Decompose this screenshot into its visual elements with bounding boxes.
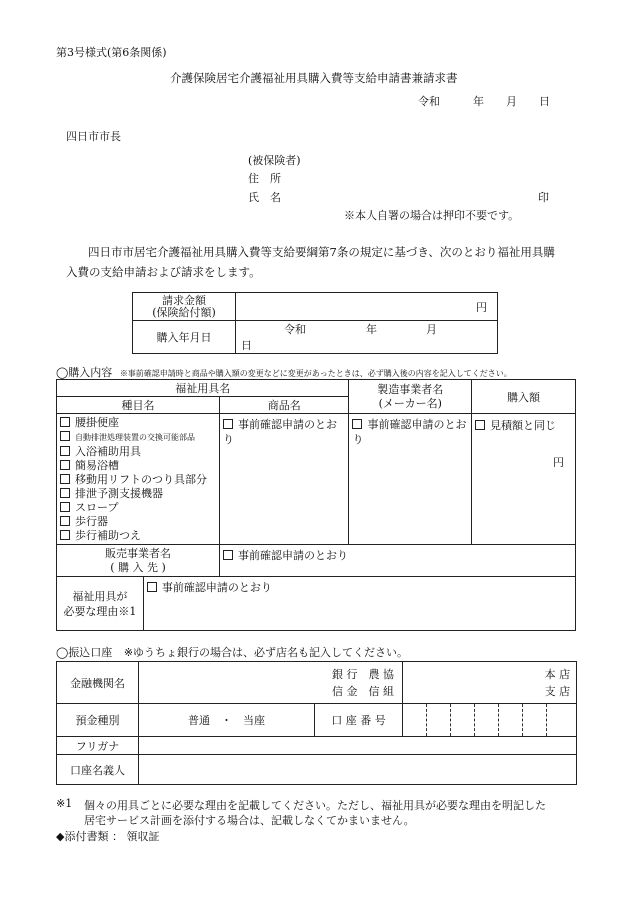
footnote-text: 個々の用具ごとに必要な理由を記載してください。ただし、福祉用具が必要な理由を明記した (84, 799, 546, 812)
checkbox[interactable] (60, 474, 70, 484)
account-type-label: 預金種別 (57, 704, 139, 737)
reason-option[interactable]: 事前確認申請のとおり (143, 577, 575, 631)
checkbox[interactable] (60, 446, 70, 456)
account-holder-field[interactable] (139, 755, 577, 785)
account-digit[interactable] (451, 704, 475, 737)
checkbox[interactable] (60, 502, 70, 512)
category-item[interactable]: 歩行器 (60, 515, 216, 529)
account-number-label: 口 座 番 号 (315, 704, 403, 737)
category-item[interactable]: 自動排泄処理装置の交換可能部品 (60, 430, 216, 445)
account-digit[interactable] (499, 704, 523, 737)
checkbox[interactable] (223, 550, 233, 560)
amount-header: 購入額 (472, 380, 576, 414)
purchase-era: 令和 (284, 323, 306, 336)
name-label: 氏 名 (248, 191, 281, 204)
checkbox[interactable] (60, 488, 70, 498)
addressee: 四日市市長 (66, 130, 121, 143)
applicant-role-label: (被保険者) (248, 154, 301, 167)
institution-label: 金融機関名 (57, 662, 139, 704)
seller-option[interactable]: 事前確認申請のとおり (219, 545, 575, 577)
checkbox[interactable] (223, 419, 233, 429)
claim-amount-field[interactable] (236, 293, 498, 321)
category-item[interactable]: 排泄予測支援機器 (60, 487, 216, 501)
purchase-table (56, 379, 576, 577)
bank-section-title (56, 644, 408, 660)
checkbox[interactable] (60, 431, 70, 441)
footnote-text-cont: 居宅サービス計画を添付する場合は、記載しなくてかまいません。 (84, 814, 415, 827)
footnote-mark: ※1 (56, 797, 73, 810)
purchase-month-unit: 月 (426, 323, 437, 336)
claim-table (132, 292, 498, 354)
bank-section-note: ※ゆうちょ銀行の場合は、必ず店名も記入してください。 (123, 646, 409, 659)
purchase-day-unit: 日 (241, 339, 252, 352)
product-header: 商品名 (219, 397, 349, 414)
category-item[interactable]: 入浴補助用具 (60, 445, 216, 459)
amount-unit: 円 (553, 456, 564, 469)
category-header: 種目名 (57, 397, 220, 414)
request-statement: 四日市市居宅介護福祉用具購入費等支給要綱第7条の規定に基づき、次のとおり福祉用具購入費の支給申請および請求をします。 (66, 245, 555, 279)
form-title: 介護保険居宅介護福祉用具購入費等支給申請書兼請求書 (170, 71, 458, 85)
purchase-date-label: 購入年月日 (133, 321, 236, 354)
checkbox[interactable] (475, 420, 485, 430)
checkbox[interactable] (60, 417, 70, 427)
branch-type-main: 本 店 (544, 667, 571, 681)
category-item[interactable]: 歩行補助つえ (60, 529, 216, 543)
category-list (57, 414, 220, 545)
claim-amount-unit: 円 (476, 300, 487, 314)
claim-amount-label: 請求金額 (保険給付額) (133, 293, 236, 321)
furigana-label: フリガナ (57, 737, 139, 755)
account-digit[interactable] (427, 704, 451, 737)
application-date: 令和 年 月 日 (418, 95, 550, 108)
purchase-section-title (56, 364, 512, 380)
account-digit[interactable] (523, 704, 547, 737)
maker-option[interactable]: 事前確認申請のとおり (349, 414, 472, 545)
checkbox[interactable] (60, 460, 70, 470)
account-digit[interactable] (475, 704, 499, 737)
checkbox[interactable] (352, 419, 362, 429)
equipment-header: 福祉用具名 (57, 380, 349, 397)
account-holder-label: 口座名義人 (57, 755, 139, 785)
purchase-date-field[interactable] (236, 321, 498, 354)
category-item[interactable]: スロープ (60, 501, 216, 515)
checkbox[interactable] (60, 530, 70, 540)
institution-types-1: 銀 行 農 協 (332, 667, 395, 681)
category-item[interactable]: 腰掛便座 (60, 416, 216, 430)
furigana-field[interactable] (139, 737, 577, 755)
reason-label: 福祉用具が 必要な理由※1 (57, 577, 144, 631)
product-option[interactable]: 事前確認申請のとおり (219, 414, 349, 545)
form-number: 第3号様式(第6条関係) (56, 46, 167, 59)
account-type-options[interactable]: 普通 ・ 当座 (139, 704, 315, 737)
branch-field[interactable] (403, 662, 577, 704)
seal-note: ※本人自署の場合は押印不要です。 (344, 209, 520, 222)
account-digit[interactable] (403, 704, 427, 737)
purchase-year-unit: 年 (366, 323, 377, 336)
institution-field[interactable] (139, 662, 403, 704)
checkbox[interactable] (60, 516, 70, 526)
bank-table (56, 661, 577, 785)
attachment-note: ◆添付書類 ： 領収証 (56, 830, 160, 843)
purchase-section-label: ◯購入内容 (56, 366, 113, 379)
category-item[interactable]: 簡易浴槽 (60, 459, 216, 473)
amount-option[interactable]: 見積額と同じ 円 (472, 414, 576, 545)
institution-types-2: 信 金 信 組 (332, 684, 395, 698)
maker-header: 製造事業者名 (メーカー名) (349, 380, 472, 414)
account-digit[interactable] (547, 704, 577, 737)
branch-type-sub: 支 店 (544, 684, 571, 698)
seal-mark: 印 (538, 191, 549, 204)
checkbox[interactable] (147, 582, 157, 592)
bank-section-label: ◯振込口座 (56, 646, 113, 659)
reason-table (56, 576, 576, 631)
seller-label: 販売事業者名 ( 購 入 先 ) (57, 545, 220, 577)
category-item[interactable]: 移動用リフトのつり具部分 (60, 473, 216, 487)
address-label: 住 所 (248, 172, 281, 185)
purchase-section-note: ※事前確認申請時と商品や購入額の変更などに変更があったときは、必ず購入後の内容を記入してください。 (119, 369, 512, 378)
